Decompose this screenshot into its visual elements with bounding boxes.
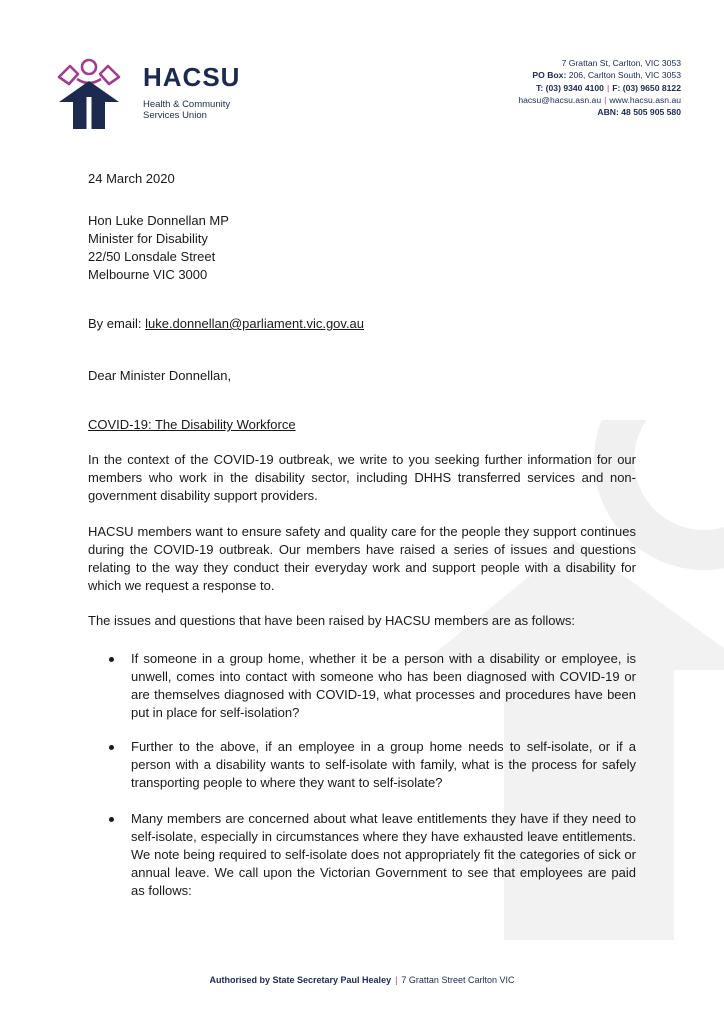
separator: | [604, 94, 607, 105]
letter-date: 24 March 2020 [88, 171, 175, 186]
subject-heading: COVID-19: The Disability Workforce [88, 417, 296, 432]
recipient-block [88, 212, 636, 284]
footer [0, 975, 724, 985]
paragraph: HACSU members want to ensure safety and quality care for the people they support continues during the COVID-19 outbreak. Our members have raised a series of issues and questions relating to the way they conduct their everyday work and support people with a disability for which we request a response to. [88, 524, 636, 593]
contact-po-box [518, 69, 681, 81]
separator: | [606, 82, 610, 93]
recipient-line: Hon Luke Donnellan MP [88, 213, 229, 228]
contact-abn: ABN: 48 505 905 580 [597, 107, 681, 118]
paragraph: In the context of the COVID-19 outbreak, we write to you seeking further information for our members who work in the disability sector, including DHHS transferred services and non-government disability support providers. [88, 452, 636, 503]
list-item-text: Many members are concerned about what leave entitlements they have if they need to self-isolate, especially in circumstances where they have exhausted leave entitlements. We note being required to self-isolate does not appropriately fit the categories of sick or annual leave. We call upon the Victorian Government to see that employees are paid as follows: [131, 811, 636, 898]
list-item [131, 810, 636, 900]
org-name: HACSU [143, 62, 241, 92]
footer-authorised: Authorised by State Secretary Paul Healey [209, 975, 392, 985]
contact-phone-fax [518, 82, 681, 94]
list-item-text: If someone in a group home, whether it be a person with a disability or employee, is unwell, comes into contact with someone who has been diagnosed with COVID-19 or are themselves diagnosed with COVID-19, what processes and procedures have been put in place for self-isolation? [131, 651, 636, 720]
bullet-icon [109, 817, 114, 822]
recipient-line: Melbourne VIC 3000 [88, 267, 208, 282]
contact-email[interactable]: hacsu@hacsu.asn.au [518, 94, 602, 105]
hacsu-logo-icon [56, 57, 122, 131]
recipient-line: 22/50 Lonsdale Street [88, 249, 216, 264]
contact-web[interactable]: www.hacsu.asn.au [609, 94, 681, 105]
org-subtitle [143, 99, 230, 121]
org-subtitle-line-1: Health & Community [143, 99, 231, 110]
contact-fax: F: (03) 9650 8122 [612, 82, 681, 93]
contact-email-web [518, 94, 681, 106]
contact-address: 7 Grattan St, Carlton, VIC 3053 [561, 58, 681, 68]
list-item [131, 650, 636, 722]
separator: | [395, 975, 398, 985]
recipient-line: Minister for Disability [88, 231, 208, 246]
bullet-icon [109, 657, 114, 662]
contact-po-value: 206, Carlton South, VIC 3053 [568, 70, 681, 81]
email-label: By email: [88, 316, 142, 331]
paragraph: The issues and questions that have been raised by HACSU members are as follows: [88, 613, 576, 628]
contact-phone: T: (03) 9340 4100 [536, 82, 604, 93]
list-item-text: Further to the above, if an employee in a group home needs to self-isolate, or if a person with a disability wants to self-isolate with family, what is the process for safely transporting people to where they want to self-isolate? [131, 739, 636, 790]
list-item [131, 738, 636, 792]
bullet-icon [109, 745, 114, 750]
footer-address: 7 Grattan Street Carlton VIC [401, 975, 515, 985]
org-subtitle-line-2: Services Union [143, 110, 207, 121]
email-line [88, 315, 636, 333]
contact-po-label: PO Box: [532, 70, 567, 81]
email-link[interactable]: luke.donnellan@parliament.vic.gov.au [145, 316, 365, 331]
salutation: Dear Minister Donnellan, [88, 368, 232, 383]
contact-block [518, 57, 681, 118]
